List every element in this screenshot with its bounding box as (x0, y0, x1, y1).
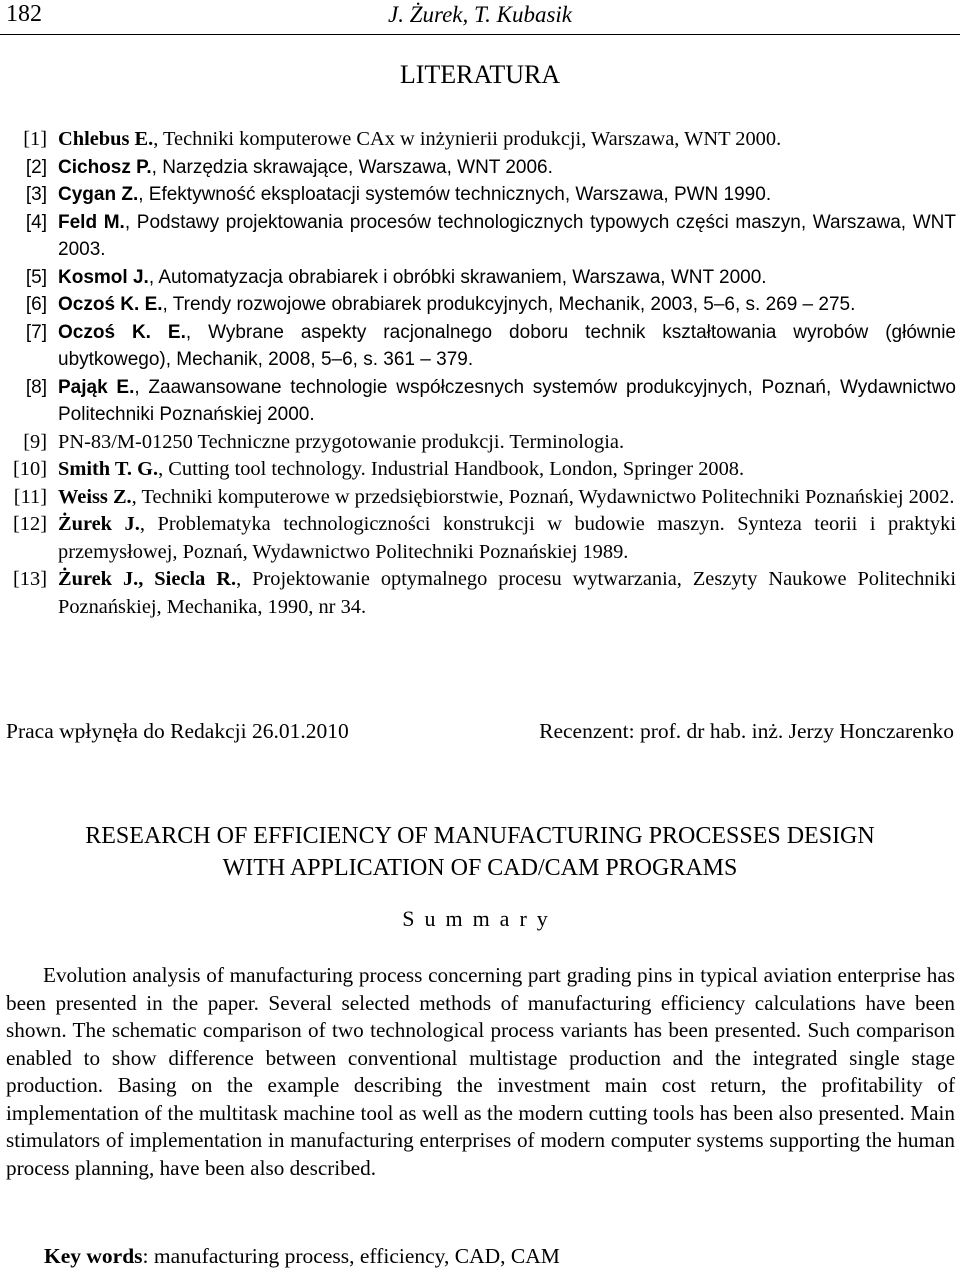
reference-number: [13] (13, 568, 47, 590)
english-title-line-1: RESEARCH OF EFFICIENCY OF MANUFACTURING PROCESSES DESIGN (85, 823, 875, 849)
reference-text: , Trendy rozwojowe obrabiarek produkcyjnych, Mechanik, 2003, 5–6, s. 269 – 275. (162, 294, 856, 315)
reference-text: , Podstawy projektowania procesów technologicznych typowych części maszyn, Warszawa, WNT 2003. (58, 211, 956, 260)
reference-item (0, 264, 960, 292)
reference-text: , Automatyzacja obrabiarek i obróbki skrawaniem, Warszawa, WNT 2000. (148, 266, 767, 288)
reference-number: [2] (25, 156, 47, 178)
reference-author: Żurek J. (58, 513, 140, 535)
reference-number: [12] (13, 513, 47, 535)
reference-item (0, 484, 960, 512)
running-head-authors: J. Żurek, T. Kubasik (388, 2, 572, 27)
reference-author: Oczoś K. E. (58, 294, 163, 315)
reference-number: [1] (23, 128, 47, 150)
reference-number: [4] (25, 211, 47, 233)
reference-text: , Techniki komputerowe CAx w inżynierii produkcji, Warszawa, WNT 2000. (153, 128, 782, 150)
reference-author: Żurek J., Siecla R. (58, 568, 237, 590)
reference-item (0, 126, 960, 154)
reference-item (0, 291, 960, 319)
reference-number: [5] (25, 266, 47, 288)
keywords (44, 1244, 560, 1269)
literature-heading: LITERATURA (399, 60, 561, 89)
reference-item (0, 566, 960, 621)
reference-item (0, 456, 960, 484)
reference-text: , Problematyka technologiczności konstrukcji w budowie maszyn. Synteza teorii i praktyki przemysłowej, Poznań, Wydawnictwo Politechniki Poznańskiej 1989. (58, 513, 956, 563)
keywords-text: : manufacturing process, efficiency, CAD, CAM (142, 1244, 560, 1268)
reference-number: [7] (25, 321, 47, 343)
abstract-text: Evolution analysis of manufacturing process concerning part grading pins in typical aviation enterprise has been presented in the paper. Several selected methods of manufacturing efficiency calculations have been shown. The schematic comparison of two technological process variants has been presented. Such comparison enabled to show difference between conventional multistage production and the integrated single stage production. Basing on the example describing the investment main cost return, the profitability of implementation of the multitask machine tool as well as the modern cutting tools has been also presented. Main stimulators of implementation in manufacturing enterprises of modern computer systems supporting the human process planning, have been also described. (6, 963, 955, 1180)
reference-item (0, 511, 960, 566)
reference-text: , Wybrane aspekty racjonalnego doboru technik kształtowania wyrobów (głównie ubytkowego), Mechanik, 2008, 5–6, s. 361 – 379. (58, 321, 956, 370)
reference-item (0, 181, 960, 209)
reference-item (0, 154, 960, 182)
received-date: Praca wpłynęła do Redakcji 26.01.2010 (6, 719, 349, 743)
reference-text: , Techniki komputerowe w przedsiębiorstwie, Poznań, Wydawnictwo Politechniki Poznańskiej 2002. (131, 485, 955, 508)
reference-author: Oczoś K. E. (58, 321, 186, 343)
page-number: 182 (6, 1, 42, 27)
reference-author: Feld M. (58, 211, 125, 233)
reference-author: Chlebus E. (58, 128, 154, 150)
english-title-line-2: WITH APPLICATION OF CAD/CAM PROGRAMS (222, 855, 738, 881)
reference-item (0, 374, 960, 429)
reference-number: [3] (25, 184, 47, 205)
reference-item (0, 319, 960, 374)
reference-text: , Efektywność eksploatacji systemów technicznych, Warszawa, PWN 1990. (138, 184, 772, 205)
reference-item (0, 209, 960, 264)
page-header (0, 0, 960, 35)
reference-list (0, 126, 960, 621)
reference-item (0, 429, 960, 457)
reference-text: , Cutting tool technology. Industrial Handbook, London, Springer 2008. (158, 458, 745, 480)
summary-heading: Summary (402, 906, 558, 931)
reference-number: [8] (25, 376, 47, 398)
reference-text: , Projektowanie optymalnego procesu wytwarzania, Zeszyty Naukowe Politechniki Poznańskiej, Mechanika, 1990, nr 34. (58, 568, 956, 618)
reference-number: [9] (23, 430, 47, 453)
reviewer-info: Recenzent: prof. dr hab. inż. Jerzy Honczarenko (539, 719, 954, 743)
reference-number: [6] (25, 294, 47, 315)
reference-number: [10] (13, 458, 47, 480)
reference-author: Smith T. G. (58, 458, 159, 480)
reference-text: PN-83/M-01250 Techniczne przygotowanie produkcji. Terminologia. (58, 430, 625, 453)
reference-number: [11] (13, 485, 47, 508)
keywords-label: Key words (44, 1244, 143, 1268)
reference-author: Weiss Z. (58, 485, 132, 508)
reference-author: Kosmol J. (58, 266, 149, 288)
reference-author: Pająk E. (58, 376, 135, 398)
english-title (0, 820, 960, 884)
reference-author: Cygan Z. (58, 184, 139, 205)
reference-author: Cichosz P. (58, 156, 152, 178)
reference-text: , Narzędzia skrawające, Warszawa, WNT 2006. (151, 156, 553, 178)
reference-text: , Zaawansowane technologie współczesnych systemów produkcyjnych, Poznań, Wydawnictwo Politechniki Poznańskiej 2000. (58, 376, 956, 425)
